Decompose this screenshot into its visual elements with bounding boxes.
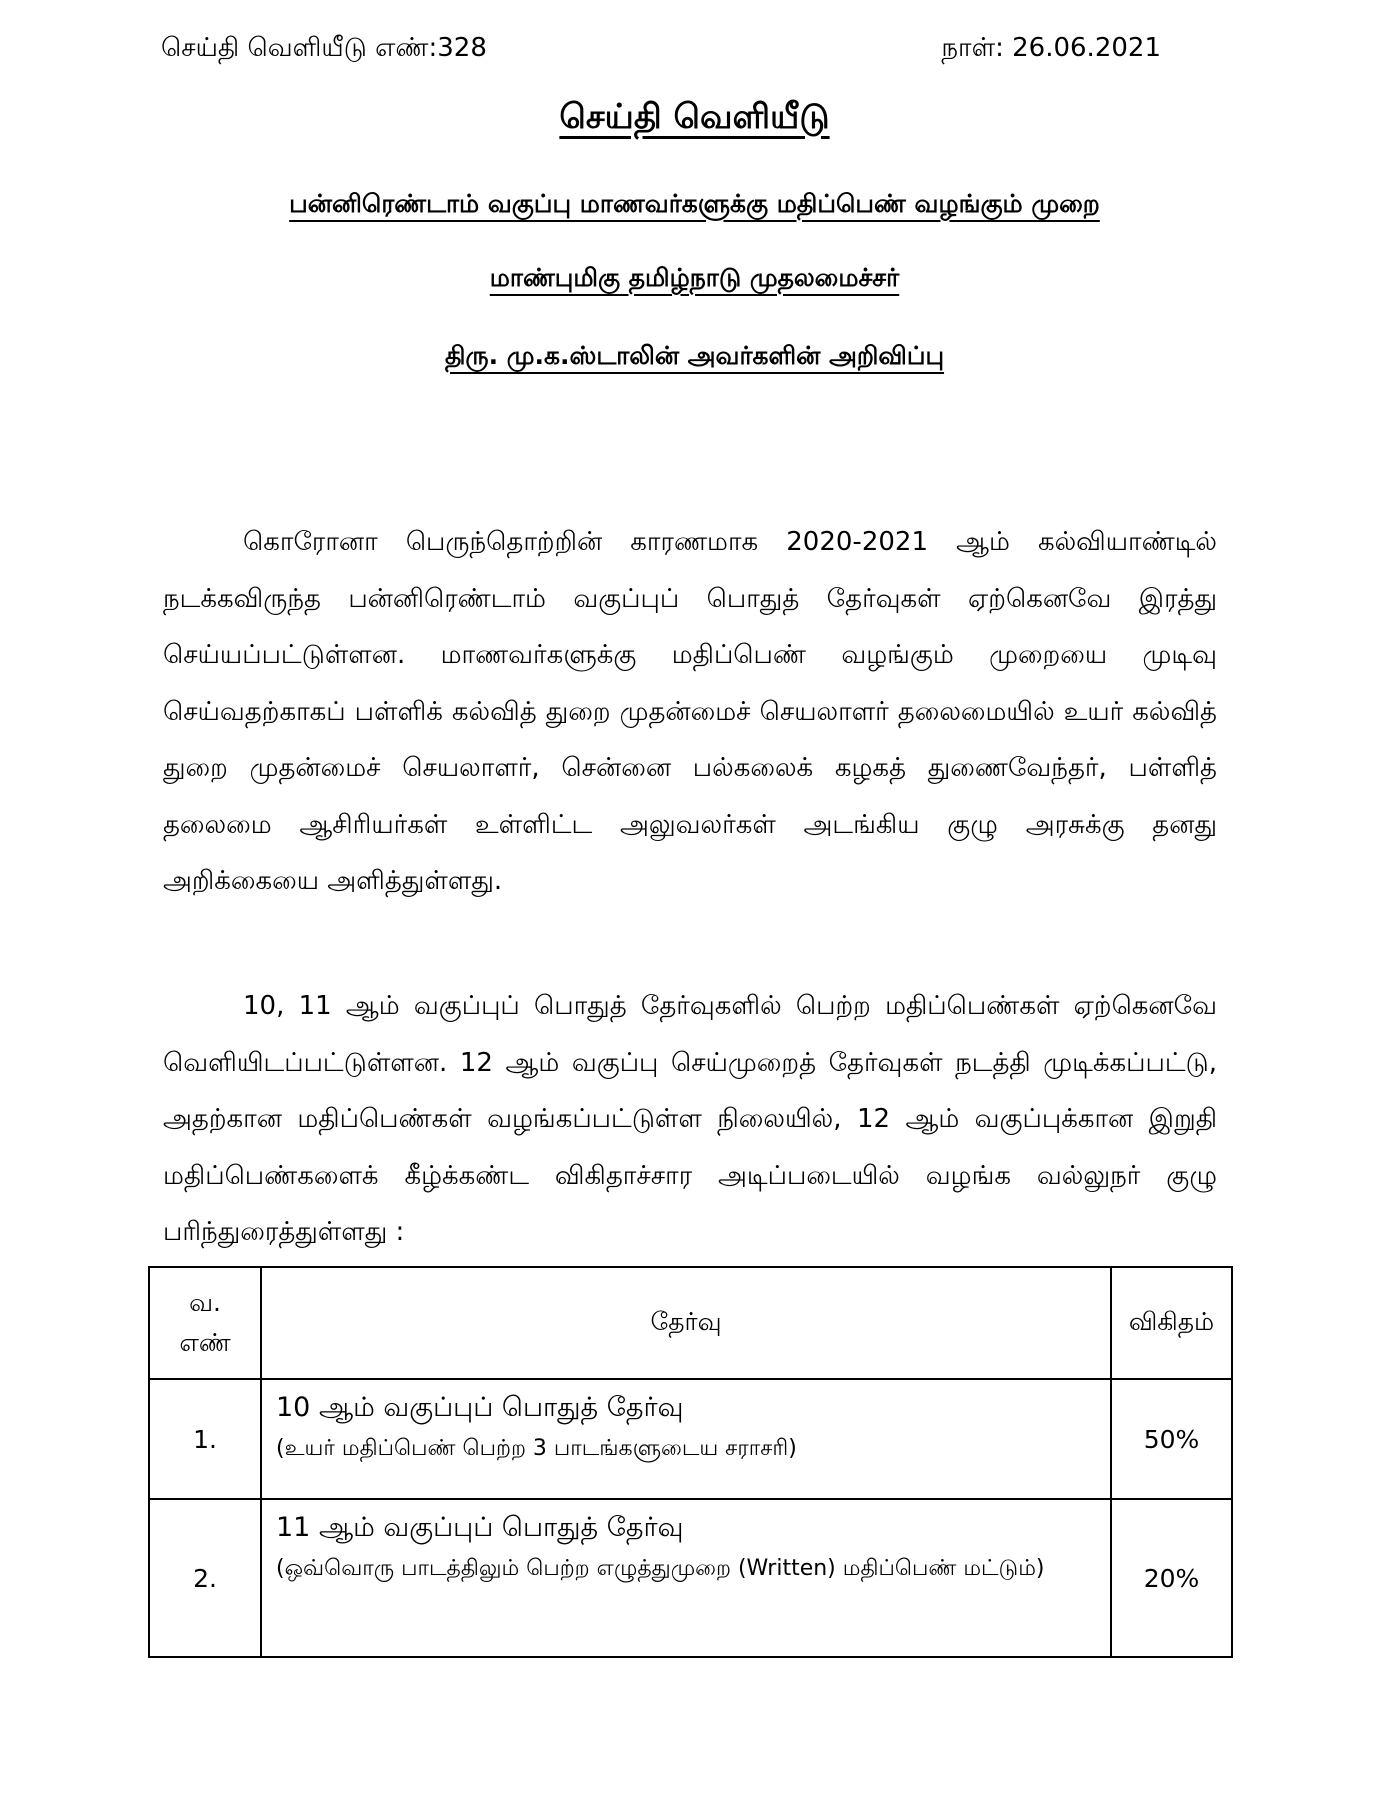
row-exam-note: (உயர் மதிப்பெண் பெற்ற 3 பாடங்களுடைய சராசரி) xyxy=(276,1436,797,1461)
row-serial-number: 2. xyxy=(149,1499,261,1657)
table-row xyxy=(149,1499,1232,1657)
header-row xyxy=(161,28,1161,68)
release-number: செய்தி வெளியீடு எண்:328 xyxy=(161,33,487,63)
row-ratio: 20% xyxy=(1111,1499,1232,1657)
row-serial-number: 1. xyxy=(149,1379,261,1499)
table-header-row xyxy=(149,1267,1232,1379)
subtitle-designation: மாண்புமிகு தமிழ்நாடு முதலமைச்சர் xyxy=(489,263,900,292)
header-serial-line2: எண் xyxy=(179,1328,231,1357)
header-exam: தேர்வு xyxy=(261,1267,1111,1379)
release-date: நாள்: 26.06.2021 xyxy=(941,33,1161,63)
header-ratio: விகிதம் xyxy=(1111,1267,1232,1379)
row-exam-name: 11 ஆம் வகுப்புப் பொதுத் தேர்வு xyxy=(276,1512,684,1543)
header-serial-line1: வ. xyxy=(189,1288,221,1317)
row-exam-cell xyxy=(261,1379,1111,1499)
row-exam-note: (ஒவ்வொரு பாடத்திலும் பெற்ற எழுத்துமுறை (Written) மதிப்பெண் மட்டும்) xyxy=(276,1556,1045,1581)
paragraph-1: கொரோனா பெருந்தொற்றின் காரணமாக 2020-2021 ஆம் கல்வியாண்டில் நடக்கவிருந்த பன்னிரெண்டாம் வகுப்புப் பொதுத் தேர்வுகள் ஏற்கெனவே இரத்து செய்யப்பட்டுள்ளன. மாணவர்களுக்கு மதிப்பெண் வழங்கும் முறையை முடிவு செய்வதற்காகப் பள்ளிக் கல்வித் துறை முதன்மைச் செயலாளர் தலைமையில் உயர் கல்வித் துறை முதன்மைச் செயலாளர், சென்னை பல்கலைக் கழகத் துணைவேந்தர், பள்ளித் தலைமை ஆசிரியர்கள் உள்ளிட்ட அலுவலர்கள் அடங்கிய குழு அரசுக்கு தனது அறிக்கையை அளித்துள்ளது. xyxy=(163,527,1217,896)
row-exam-cell xyxy=(261,1499,1111,1657)
row-ratio: 50% xyxy=(1111,1379,1232,1499)
header-serial-number xyxy=(149,1267,261,1379)
table-row xyxy=(149,1379,1232,1499)
subtitle-topic: பன்னிரெண்டாம் வகுப்பு மாணவர்களுக்கு மதிப்பெண் வழங்கும் முறை xyxy=(289,189,1100,218)
subtitle-announcer: திரு. மு.க.ஸ்டாலின் அவர்களின் அறிவிப்பு xyxy=(444,341,945,370)
row-exam-name: 10 ஆம் வகுப்புப் பொதுத் தேர்வு xyxy=(276,1392,684,1423)
page-title: செய்தி வெளியீடு xyxy=(559,97,830,137)
paragraph-2: 10, 11 ஆம் வகுப்புப் பொதுத் தேர்வுகளில் பெற்ற மதிப்பெண்கள் ஏற்கெனவே வெளியிடப்பட்டுள்ளன. 12 ஆம் வகுப்பு செய்முறைத் தேர்வுகள் நடத்தி முடிக்கப்பட்டு, அதற்கான மதிப்பெண்கள் வழங்கப்பட்டுள்ள நிலையில், 12 ஆம் வகுப்புக்கான இறுதி மதிப்பெண்களைக் கீழ்க்கண்ட விகிதாச்சார அடிப்படையில் வழங்க வல்லுநர் குழு பரிந்துரைத்துள்ளது : xyxy=(163,991,1217,1247)
marks-ratio-table xyxy=(148,1266,1233,1658)
